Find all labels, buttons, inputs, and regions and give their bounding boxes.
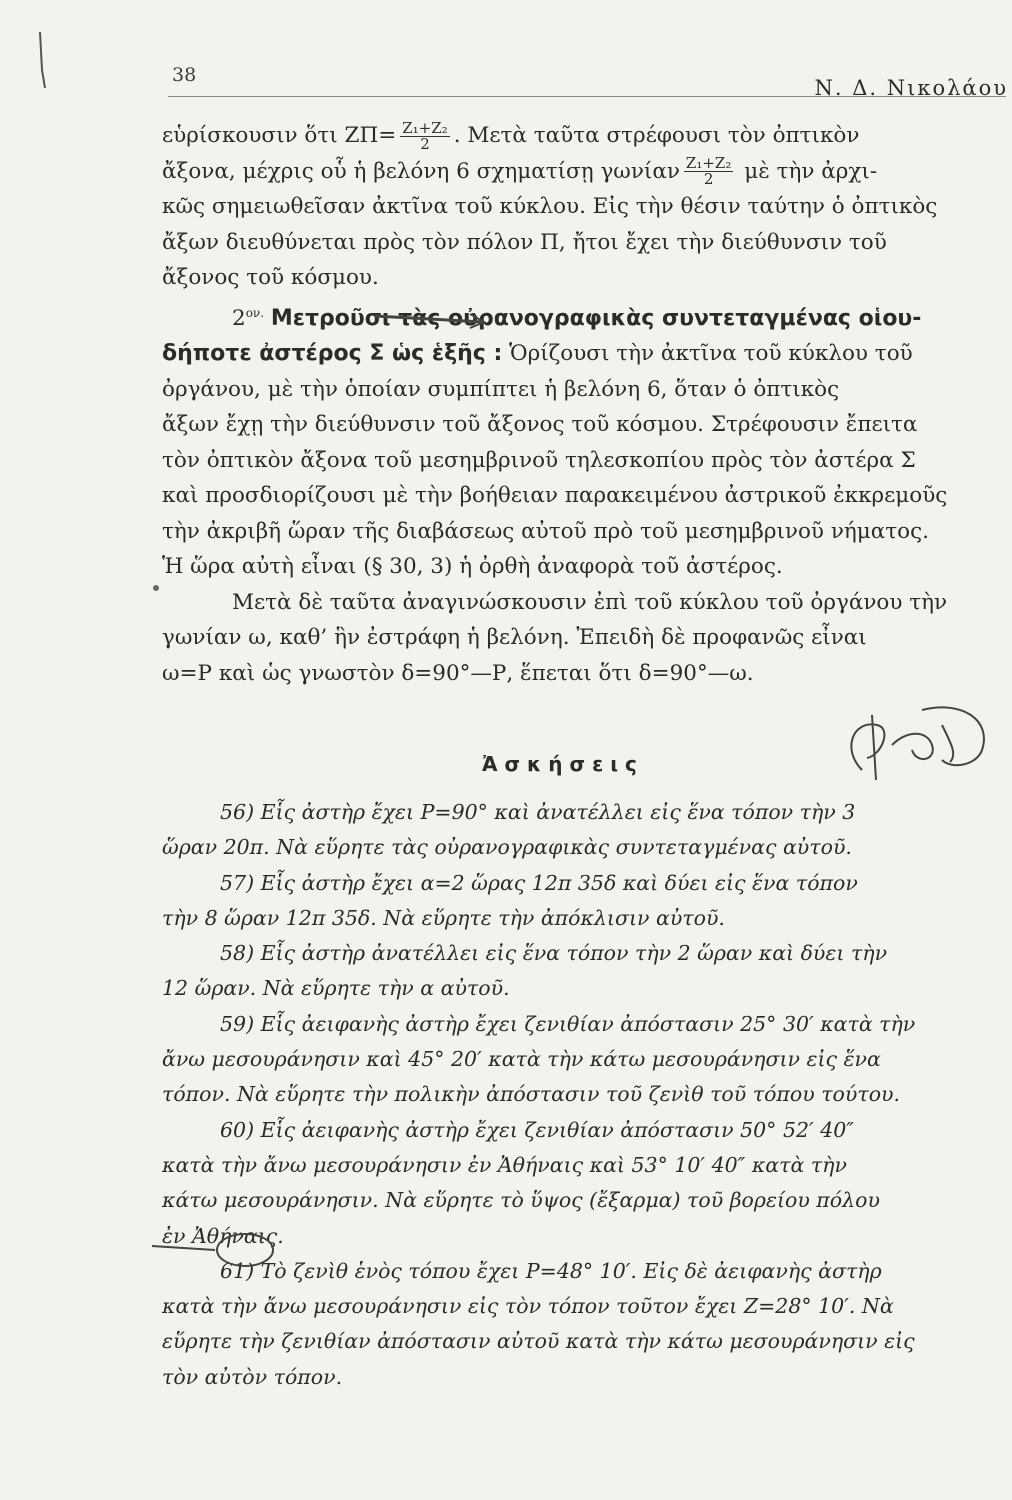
header-rule: [168, 96, 1006, 97]
text-line: ἄξονα, μέχρις οὗ ἡ βελόνη 6 σχηματίσῃ γωνίαν $\frac{\text{Z₁+Z₂}}{2}$ μὲ τὴν ἀρχι-: [162, 154, 878, 188]
text-line: εὑρίσκουσιν ὅτι ΖΠ= $\frac{\text{Z₁+Z₂}}{2}$ . Μετὰ ταῦτα στρέφουσι τὸν ὀπτικὸν: [162, 118, 860, 153]
text-line: κῶς σημειωθεῖσαν ἀκτῖνα τοῦ κύκλου. Εἰς τὴν θέσιν ταύτην ὁ ὀπτικὸς: [162, 194, 938, 219]
paragraph-ordinal: $2^{o\nu.}$: [232, 305, 265, 331]
text-line: τὴν ἀκριβῆ ὥραν τῆς διαβάσεως αὐτοῦ πρὸ τοῦ μεσημβρινοῦ νήματος.: [162, 518, 929, 544]
text-line: ἄξων ἔχῃ τὴν διεύθυνσιν τοῦ ἄξονος τοῦ κόσμου. Στρέφουσιν ἔπειτα: [162, 412, 918, 438]
text-line: δήποτε ἀστέρος Σ ὡς ἑξῆς : Ὁρίζουσι τὴν ἀκτῖνα τοῦ κύκλου τοῦ: [162, 341, 913, 367]
text-line: ἄξων διευθύνεται πρὸς τὸν πόλον Π, ἤτοι ἔχει τὴν διεύθυνσιν τοῦ: [162, 229, 887, 255]
body-text: [162, 118, 992, 691]
paragraph-2-heading: $2^{o\nu.}$ Μετροῦσι τὰς οὐρανογραφικὰς συντεταγμένας οἱου-: [232, 305, 922, 331]
fraction: $\frac{\text{Z₁+Z₂}}{2}$: [402, 118, 448, 153]
text-line: ω=Ρ καὶ ὡς γνωστὸν δ=90°—Ρ, ἕπεται ὅτι δ=90°—ω.: [162, 660, 754, 686]
text-line: τὸν ὀπτικὸν ἄξονα τοῦ μεσημβρινοῦ τηλεσκοπίου πρὸς τὸν ἀστέρα Σ: [162, 447, 916, 473]
text-line: ὀργάνου, μὲ τὴν ὁποίαν συμπίπτει ἡ βελόνη 6, ὅταν ὁ ὀπτικὸς: [162, 376, 840, 402]
pencil-dot-mark: [148, 580, 164, 596]
pencil-margin-mark: [36, 30, 48, 90]
exercises-section-title: Ἀσκήσεις: [482, 752, 644, 776]
page-header: [168, 62, 1008, 102]
exercises-list: [162, 795, 992, 1395]
exercise-item: 59) Εἷς ἀειφανὴς ἀστὴρ ἔχει ζενιθίαν ἀπόστασιν 25° 30′ κατὰ τὴν ἄνω μεσουράνησιν καὶ 45° 20′ κατὰ τὴν κάτω μεσουράνησιν εἰς ἕνα τόπον. Νὰ εὕρητε τὴν πολικὴν ἀπόστασιν τοῦ ζενὶθ τοῦ τόπου τούτου.: [162, 1011, 916, 1107]
fraction: $\frac{\text{Z₁+Z₂}}{2}$: [685, 154, 732, 188]
text-line: ἄξονος τοῦ κόσμου.: [162, 265, 379, 290]
pencil-strike-mark: [150, 1228, 280, 1268]
page-number: 38: [172, 64, 197, 86]
running-head-author: Ν. Δ. Νικολάου: [814, 76, 1008, 100]
exercise-item: 61) Τὸ ζενὶθ ἑνὸς τόπου ἔχει Ρ=48° 10′. Εἰς δὲ ἀειφανὴς ἀστὴρ κατὰ τὴν ἄνω μεσουράνησιν εἰς τὸν τόπον τοῦτον ἔχει Ζ=28° 10′. Νὰ εὕρητε τὴν ζενιθίαν ἀπόστασιν αὐτοῦ κατὰ τὴν κάτω μεσουράνησιν εἰς τὸν αὐτὸν τόπον.: [162, 1258, 915, 1389]
text-line: γωνίαν ω, καθ’ ἣν ἐστράφη ἡ βελόνη. Ἐπειδὴ δὲ προφανῶς εἶναι: [162, 625, 867, 651]
text-line: Ἡ ὥρα αὐτὴ εἶναι (§ 30, 3) ἡ ὀρθὴ ἀναφορὰ τοῦ ἀστέρος.: [162, 554, 783, 580]
exercise-item: 57) Εἷς ἀστὴρ ἔχει α=2 ὥρας 12π 35δ καὶ δύει εἰς ἕνα τόπον τὴν 8 ὥραν 12π 35δ. Νὰ εὕρητε τὴν ἀπόκλισιν αὐτοῦ.: [162, 870, 858, 930]
text-line: καὶ προσδιορίζουσι μὲ τὴν βοήθειαν παρακειμένου ἀστρικοῦ ἐκκρεμοῦς: [162, 483, 948, 509]
text-line: Μετὰ δὲ ταῦτα ἀναγινώσκουσιν ἐπὶ τοῦ κύκλου τοῦ ὀργάνου τὴν: [232, 589, 948, 615]
exercise-item: 58) Εἷς ἀστὴρ ἀνατέλλει εἰς ἕνα τόπον τὴν 2 ὥραν καὶ δύει τὴν 12 ὥραν. Νὰ εὕρητε τὴν α αὐτοῦ.: [162, 941, 888, 1001]
exercise-item: 56) Εἷς ἀστὴρ ἔχει Ρ=90° καὶ ἀνατέλλει εἰς ἕνα τόπον τὴν 3 ὥραν 20π. Νὰ εὕρητε τὰς οὐρανογραφικὰς συντεταγμένας αὐτοῦ.: [162, 800, 856, 860]
pencil-arrow-mark: [370, 308, 490, 330]
exercise-item: 60) Εἷς ἀειφανὴς ἀστὴρ ἔχει ζενιθίαν ἀπόστασιν 50° 52′ 40″ κατὰ τὴν ἄνω μεσουράνησιν ἐν Ἀθήναις καὶ 53° 10′ 40″ κατὰ τὴν κάτω μεσουράνησιν. Νὰ εὕρητε τὸ ὕψος (ἔξαρμα) τοῦ βορείου πόλου ἐν Ἀθήναις.: [162, 1117, 880, 1248]
handwritten-signature: [832, 700, 1002, 790]
